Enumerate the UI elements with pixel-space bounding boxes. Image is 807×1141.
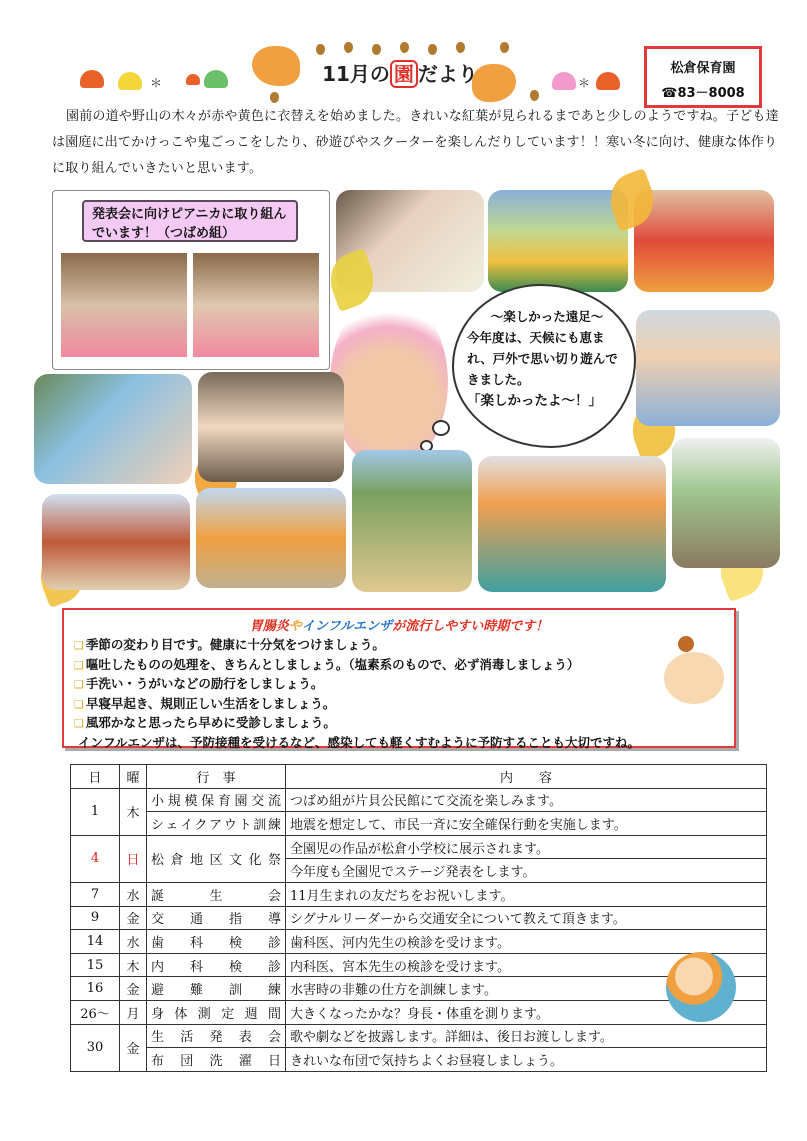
cell-content: 今年度も全園児でステージ発表をします。 — [286, 859, 767, 883]
cell-day: 9 — [71, 906, 120, 930]
table-row — [71, 788, 767, 812]
acorn-icon — [316, 44, 325, 55]
star-icon: ＊ — [578, 76, 591, 90]
mushroom-icon — [118, 72, 142, 90]
notice-closing: インフルエンザは、予防接種を受けるなど、感染しても軽くすむように予防することも大切ですね。 — [78, 734, 641, 750]
notice-list — [64, 636, 734, 734]
cell-day: 16 — [71, 977, 120, 1001]
cell-event: 内科検診 — [147, 953, 286, 977]
cell-content: 全園児の作品が松倉小学校に展示されます。 — [286, 835, 767, 859]
table-row — [71, 1048, 767, 1072]
intro-paragraph: 園前の道や野山の木々が赤や黄色に衣替えを始めました。きれいな紅葉が見られるまであと少しのようですね。子ども達は園庭に出てかけっこや鬼ごっこをしたり、砂遊びやスクーターを楽しんだりしています！！寒い冬に向け、健康な体作りに取り組んでいきたいと思います。 — [52, 109, 779, 176]
photo-picnic — [34, 374, 192, 484]
cell-content: 歌や劇などを披露します。詳細は、後日お渡しします。 — [286, 1024, 767, 1048]
table-row — [71, 930, 767, 954]
acorn-icon — [530, 90, 539, 101]
cell-dow: 木 — [120, 788, 147, 835]
cell-day: 30 — [71, 1024, 120, 1071]
table-row — [71, 1000, 767, 1024]
photo-playground-1 — [42, 494, 190, 590]
school-name: 松倉保育園 — [670, 61, 736, 76]
germ-icon — [678, 636, 694, 652]
notice-title: 胃腸炎やインフルエンザが流行しやすい時期です！ — [249, 619, 549, 634]
excursion-message — [467, 306, 627, 412]
table-row — [71, 906, 767, 930]
notice-item: ❑ 季節の変わり目です。健康に十分気をつけましょう。 — [74, 636, 734, 656]
photo-giraffe-chair — [352, 450, 472, 592]
schedule-table — [70, 764, 767, 1072]
cell-content: つばめ組が片貝公民館にて交流を楽しみます。 — [286, 788, 767, 812]
cell-day: 15 — [71, 953, 120, 977]
photo-excursion-2 — [488, 190, 628, 292]
cell-event: 布団洗濯日 — [147, 1048, 286, 1072]
acorn-icon — [344, 42, 353, 53]
health-notice — [62, 608, 736, 748]
header-event: 行 事 — [147, 765, 286, 789]
newsletter-title: 11月の 園 だより — [322, 62, 478, 86]
acorn-icon — [400, 42, 409, 53]
photo-playground-2 — [196, 488, 346, 588]
photo-swing — [672, 438, 780, 568]
cell-dow: 水 — [120, 882, 147, 906]
cell-event: 小規模保育園交流 — [147, 788, 286, 812]
cell-event: 歯科検診 — [147, 930, 286, 954]
mushroom-icon — [186, 74, 200, 85]
cell-dow: 月 — [120, 1000, 147, 1024]
table-header-row — [71, 765, 767, 789]
excursion-quote: 「楽しかったよ～！」 — [467, 393, 602, 409]
cell-content: 地震を想定して、市民一斉に安全確保行動を実施します。 — [286, 812, 767, 836]
school-phone: ☎83－8008 — [661, 86, 745, 101]
intro-text — [52, 104, 782, 182]
acorn-icon — [500, 42, 509, 53]
table-row — [71, 1024, 767, 1048]
photo-bus-kids — [636, 310, 780, 426]
squirrel-icon — [252, 46, 300, 86]
notice-item: ❑ 嘔吐したものの処理を、きちんとしましょう。（塩素系のもので、必ず消毒しましょう） — [74, 656, 734, 676]
star-icon: ＊ — [150, 76, 163, 90]
header-content: 内 容 — [286, 765, 767, 789]
notice-item: ❑ 早寝早起き、規則正しい生活をしましょう。 — [74, 695, 734, 715]
cell-day: 26～ — [71, 1000, 120, 1024]
photo-kids-lying — [198, 372, 344, 482]
acorn-icon — [270, 92, 279, 103]
cell-event: 誕生会 — [147, 882, 286, 906]
cell-content: きれいな布団で気持ちよくお昼寝しましょう。 — [286, 1048, 767, 1072]
cell-event: 交通指導 — [147, 906, 286, 930]
header-dow: 曜 — [120, 765, 147, 789]
cell-dow: 金 — [120, 906, 147, 930]
cell-day: 14 — [71, 930, 120, 954]
cell-content: 歯科医、河内先生の検診を受けます。 — [286, 930, 767, 954]
acorn-icon — [428, 44, 437, 55]
header-day: 日 — [71, 765, 120, 789]
notice-item: ❑ 風邪かなと思ったら早めに受診しましょう。 — [74, 714, 734, 734]
cell-content: 水害時の非難の仕方を訓練します。 — [286, 977, 767, 1001]
photo-pianica-right — [193, 253, 319, 357]
pianica-caption: 発表会に向けピアニカに取り組んでいます！（つばめ組） — [82, 200, 298, 242]
cell-day: 7 — [71, 882, 120, 906]
acorn-icon — [456, 42, 465, 53]
cell-day: 4 — [71, 835, 120, 882]
excursion-body: 今年度は、天候にも恵まれ、戸外で思い切り遊んできました。 — [467, 330, 618, 387]
cloud-tail-dot — [432, 420, 450, 436]
mushroom-icon — [552, 72, 576, 90]
acorn-icon — [372, 44, 381, 55]
table-row — [71, 812, 767, 836]
photo-excursion-3 — [634, 190, 774, 292]
cell-day: 1 — [71, 788, 120, 835]
cell-content: 大きくなったかな？身長・体重を測ります。 — [286, 1000, 767, 1024]
cell-dow: 水 — [120, 930, 147, 954]
table-row — [71, 835, 767, 859]
cell-content: 11月生まれの友だちをお祝いします。 — [286, 882, 767, 906]
cell-event: 避難訓練 — [147, 977, 286, 1001]
cell-dow: 金 — [120, 977, 147, 1001]
cell-event: シェイクアウト訓練 — [147, 812, 286, 836]
school-info-box — [644, 46, 762, 108]
cell-event: 松倉地区文化祭 — [147, 835, 286, 882]
table-row — [71, 953, 767, 977]
cell-dow: 金 — [120, 1024, 147, 1071]
handwashing-illustration — [664, 652, 724, 704]
cell-dow: 日 — [120, 835, 147, 882]
cell-dow: 木 — [120, 953, 147, 977]
cell-content: シグナルリーダーから交通安全について教えて頂きます。 — [286, 906, 767, 930]
table-row — [71, 977, 767, 1001]
cell-content: 内科医、宮本先生の検診を受けます。 — [286, 953, 767, 977]
doctor-illustration — [666, 952, 736, 1022]
photo-pianica-left — [61, 253, 187, 357]
notice-item: ❑ 手洗い・うがいなどの励行をしましょう。 — [74, 675, 734, 695]
excursion-title: ～楽しかった遠足～ — [490, 309, 604, 324]
cell-event: 生活発表会 — [147, 1024, 286, 1048]
table-row — [71, 882, 767, 906]
mushroom-icon — [204, 70, 228, 88]
mushroom-icon — [80, 70, 104, 88]
photo-bus-ride — [478, 456, 666, 592]
mushroom-icon — [596, 72, 620, 90]
cell-event: 身体測定週間 — [147, 1000, 286, 1024]
